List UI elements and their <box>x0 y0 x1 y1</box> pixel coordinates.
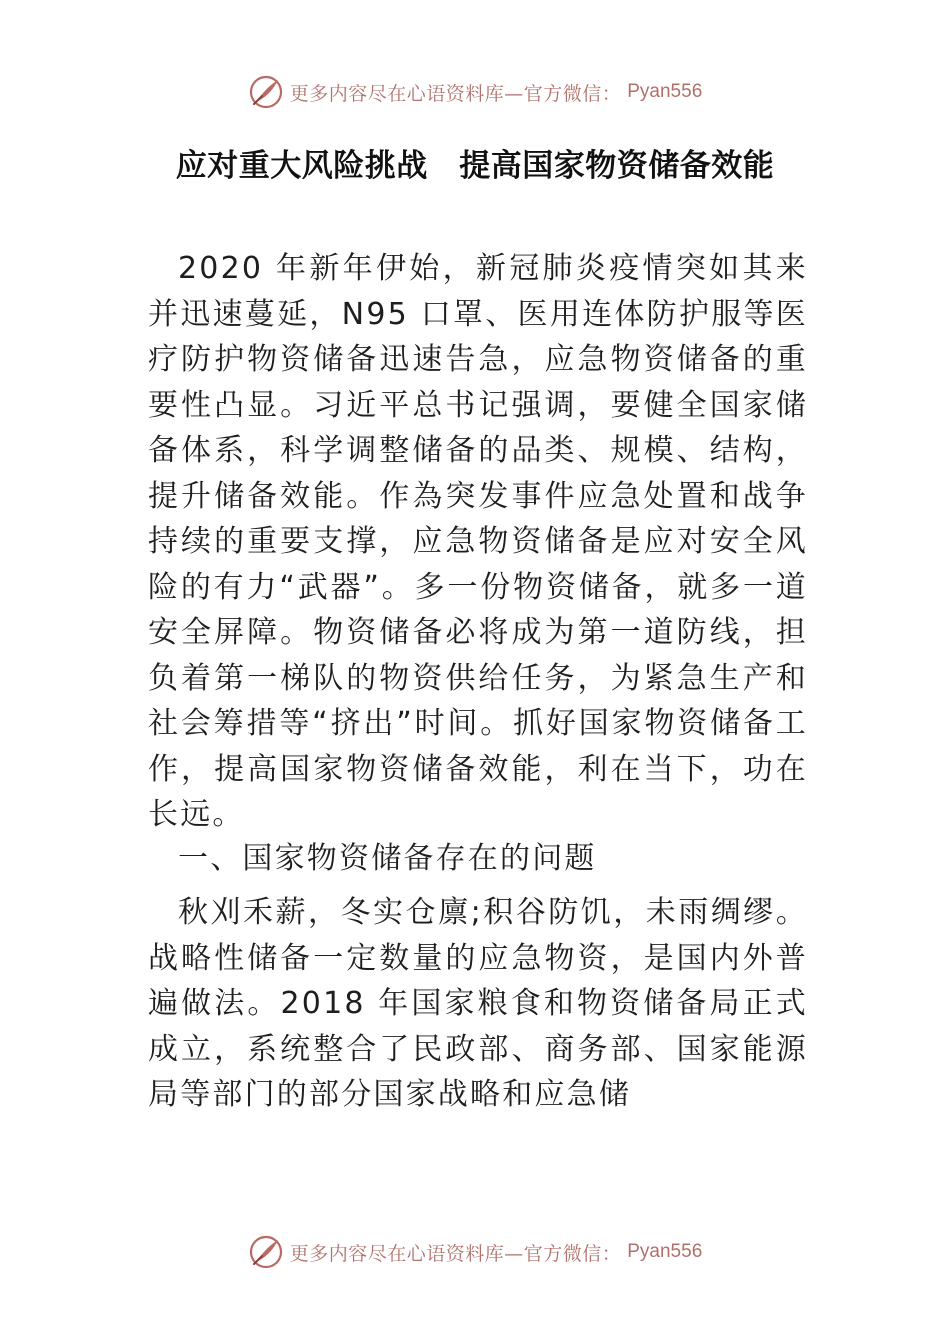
paragraph-intro: 2020 年新年伊始，新冠肺炎疫情突如其来并迅速蔓延，N95 口罩、医用连体防护服等医疗防护物资储备迅速告急，应急物资储备的重要性凸显。习近平总书记强调，要健全国家储备体系，科学调整储备的品类、规模、结构，提升储备效能。作為突发事件应急处置和战争持续的重要支撑，应急物资储备是应对安全风险的有力“武器”。多一份物资储备，就多一道安全屏障。物资储备必将成为第一道防线，担负着第一梯队的物资供给任务，为紧急生产和社会筹措等“挤出”时间。抓好国家物资储备工作，提高国家物资储备效能，利在当下，功在长远。 <box>148 251 808 832</box>
header-watermark <box>0 72 950 112</box>
watermark-text: 更多内容尽在心语资料库—官方微信： <box>289 1242 622 1265</box>
page-title: 应对重大风险挑战 提高国家物资储备效能 <box>175 148 775 184</box>
paragraph-section-1: 秋刈禾薪，冬实仓廪;积谷防饥，未雨绸缪。战略性储备一定数量的应急物资，是国内外普遍做法。2018 年国家粮食和物资储备局正式成立，系统整合了民政部、商务部、国家能源局等部门的部分国家战略和应急储 <box>148 895 808 1112</box>
feather-quill-logo-icon <box>248 1234 284 1270</box>
feather-quill-logo-icon <box>248 74 284 110</box>
watermark-wechat-id: Pyan556 <box>627 81 703 102</box>
watermark-wechat-id: Pyan556 <box>627 1241 703 1262</box>
section-heading-1: 一、国家物资储备存在的问题 <box>178 841 597 876</box>
watermark-text: 更多内容尽在心语资料库—官方微信： <box>289 82 622 105</box>
footer-watermark <box>0 1232 950 1272</box>
